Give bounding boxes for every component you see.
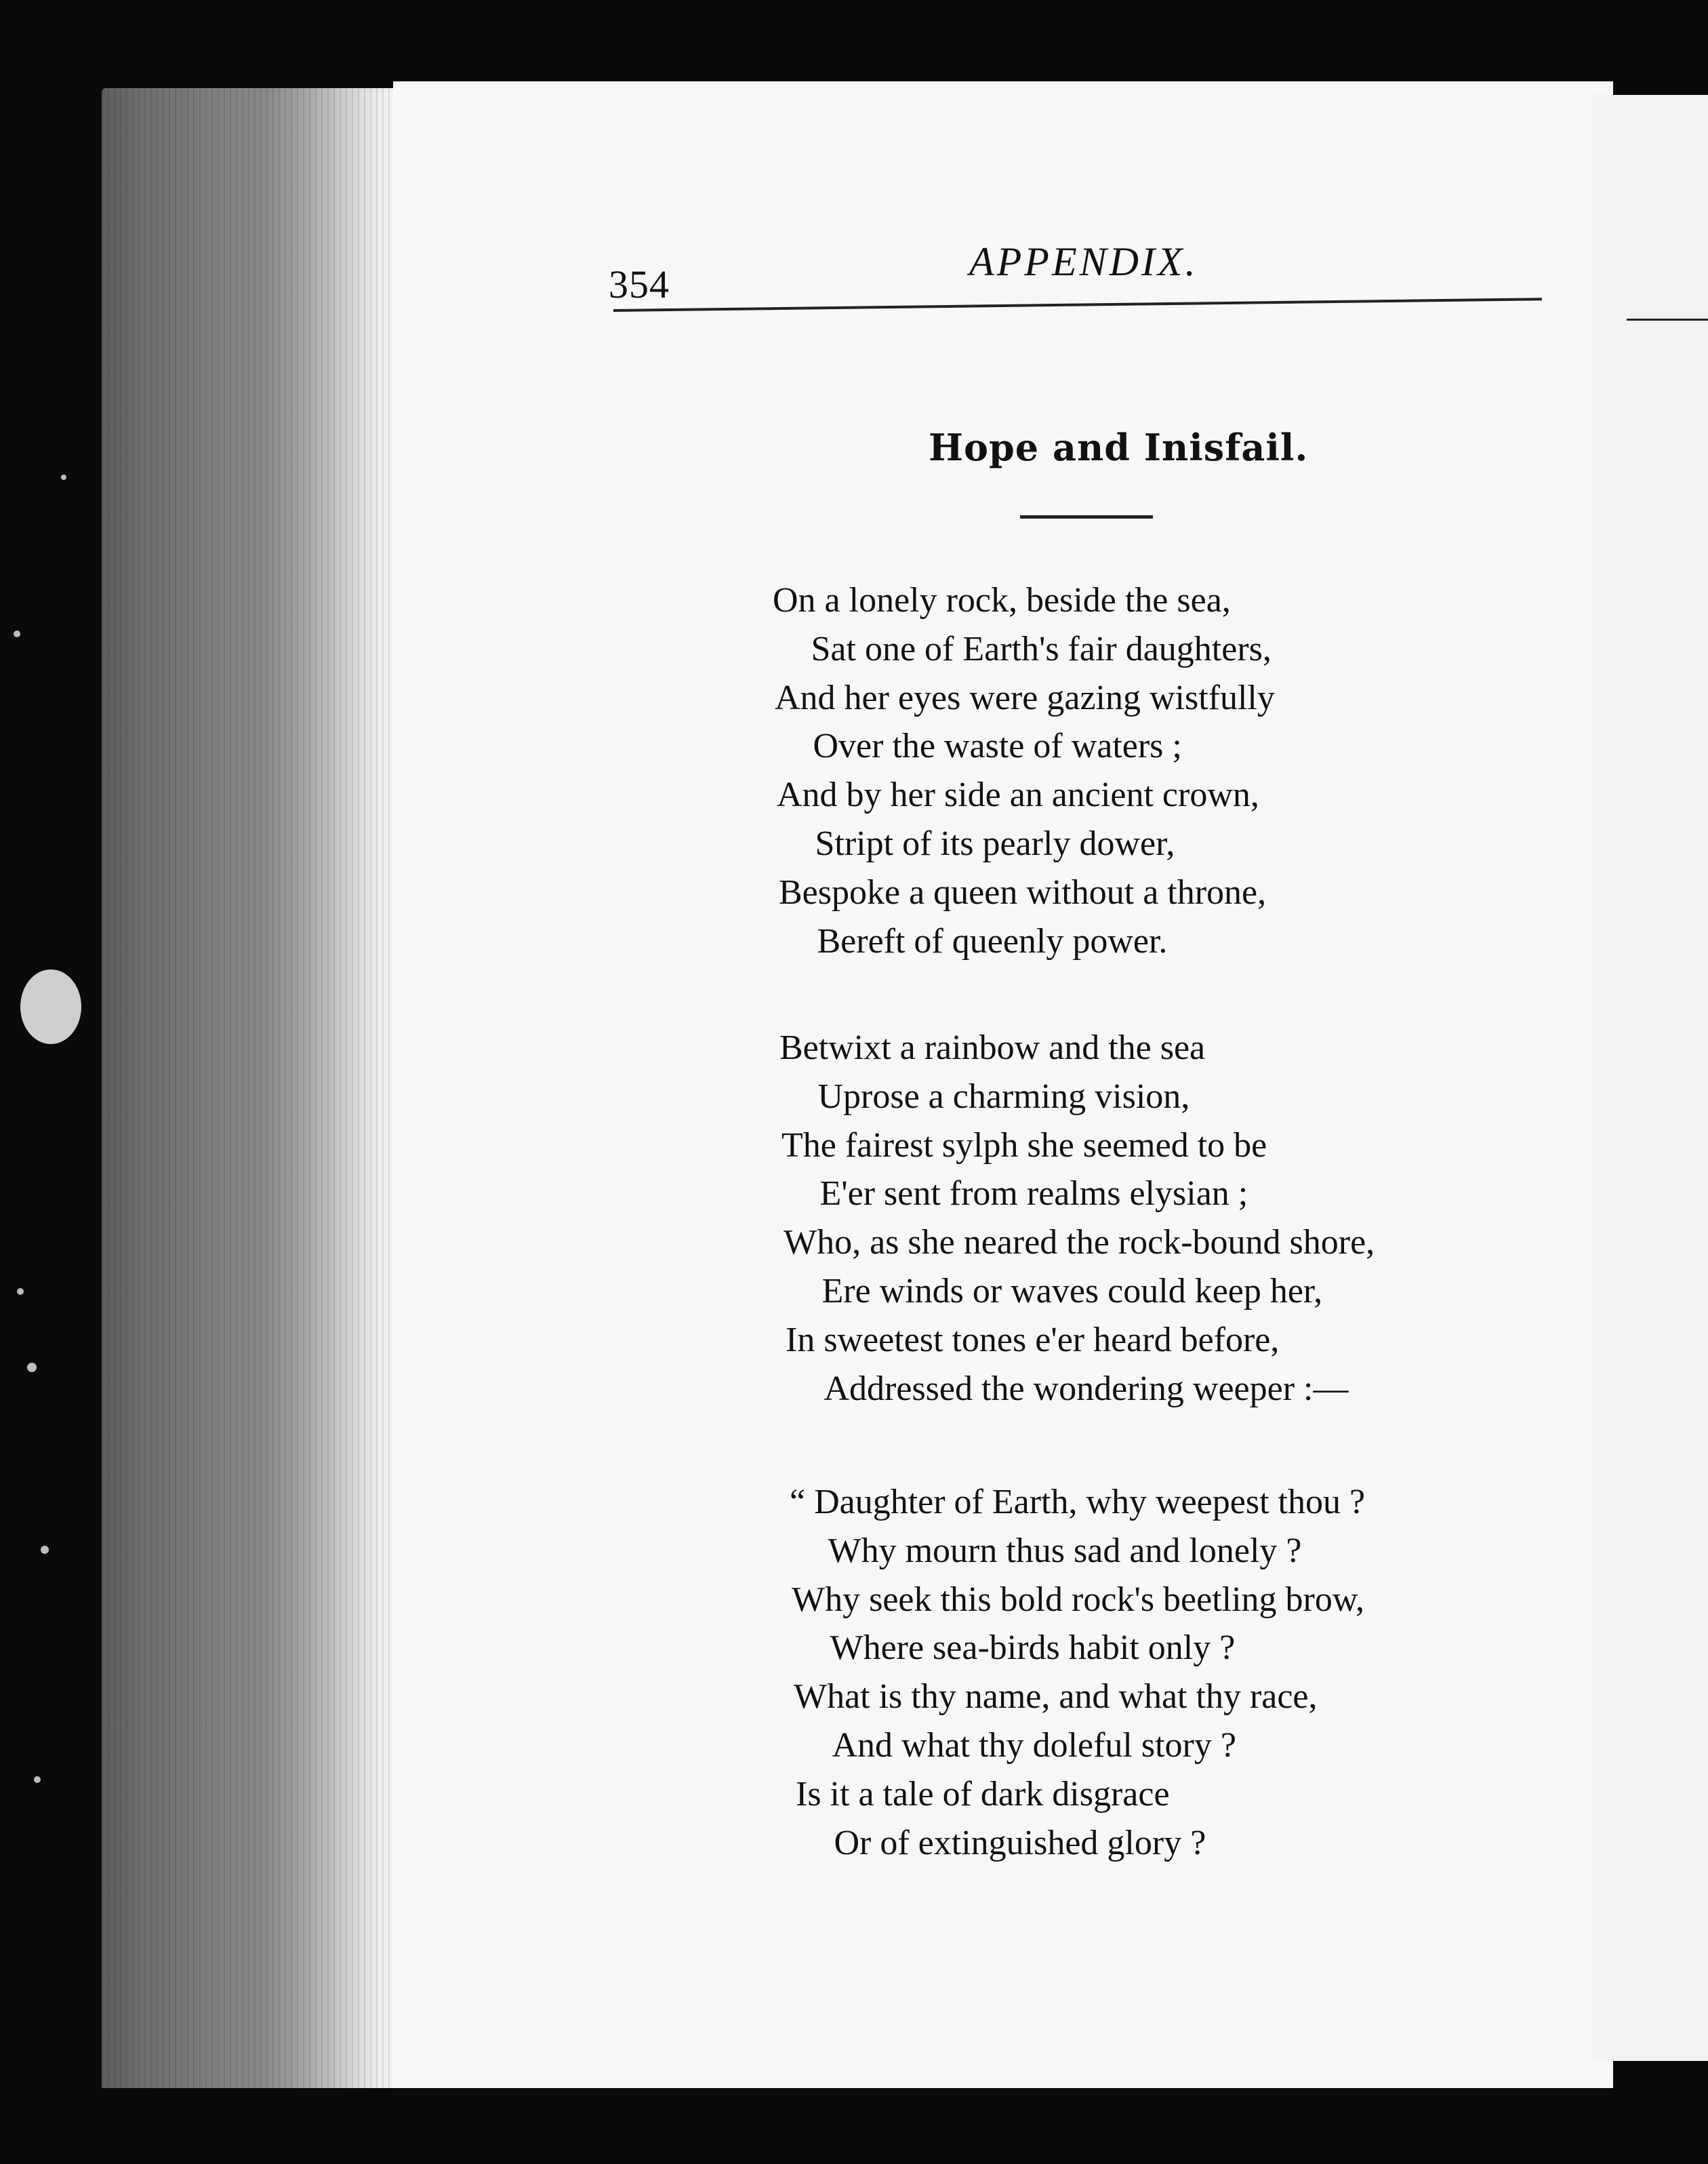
poem-line: Or of extinguished glory ? [834,1823,1206,1862]
poem-line: Stript of its pearly dower, [815,824,1175,863]
page-edge [102,88,400,2088]
scan-speck [41,1546,49,1554]
poem-line: And her eyes were gazing wistfully [775,678,1275,717]
poem-line: Over the waste of waters ; [813,727,1182,766]
poem-line: Who, as she neared the rock-bound shore, [784,1223,1375,1262]
poem-title: Hope and Inisfail. [929,426,1309,469]
poem-line: The fairest sylph she seemed to be [781,1125,1267,1165]
scan-speck [14,630,20,637]
scan-speck [61,475,66,480]
poem-line: In sweetest tones e'er heard before, [786,1320,1280,1359]
page-number: 354 [609,262,670,306]
poem-line: Bespoke a queen without a throne, [779,873,1267,912]
scan-speck [20,969,81,1044]
poem-line: Bereft of queenly power. [817,921,1168,961]
running-head: APPENDIX. [969,239,1198,284]
poem-line: Sat one of Earth's fair daughters, [811,629,1272,668]
scan-speck [34,1776,41,1783]
poem-line: What is thy name, and what thy race, [794,1677,1318,1717]
poem-line: Uprose a charming vision, [817,1077,1190,1116]
title-rule [1020,515,1153,519]
poem-line: And what thy doleful story ? [832,1726,1236,1765]
poem-line: And by her side an ancient crown, [777,776,1259,815]
poem-line: Where sea-birds habit only ? [830,1628,1236,1668]
scan-speck [17,1288,24,1295]
poem-line: Betwixt a rainbow and the sea [779,1028,1206,1067]
poem-line: Ere winds or waves could keep her, [821,1272,1323,1310]
facing-page-edge [1593,95,1708,2061]
poem-line: Why mourn thus sad and lonely ? [828,1531,1302,1570]
poem-line: “ Daughter of Earth, why weepest thou ? [790,1483,1366,1521]
poem-line: Why seek this bold rock's beetling brow, [792,1580,1365,1619]
poem-line: E'er sent from realms elysian ; [819,1174,1248,1214]
poem-line: Addressed the wondering weeper :— [824,1369,1349,1408]
poem-line: On a lonely rock, beside the sea, [773,581,1231,620]
scan-speck [27,1363,37,1372]
poem-line: Is it a tale of dark disgrace [796,1774,1170,1814]
